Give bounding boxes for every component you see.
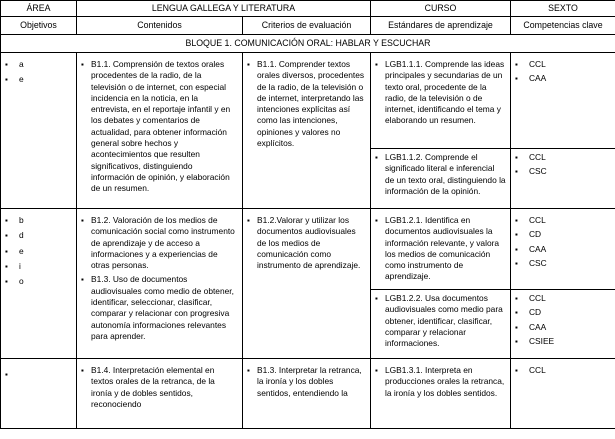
competencias-cell bbox=[511, 149, 615, 209]
objetivo-item: ▪ o bbox=[5, 276, 72, 287]
contenidos-cell bbox=[77, 359, 243, 429]
objetivos-cell bbox=[1, 359, 77, 429]
criterio-item: ▪ B1.1. Comprender textos orales diversos, procedentes de la radio, de la televisión o de internet, interpretando las intenciones explícitas así como las intenciones, opiniones y valores no explícitos. bbox=[247, 59, 366, 149]
competencias-cell bbox=[511, 53, 615, 149]
competencia-item: ▪ CAA bbox=[515, 244, 611, 255]
criterios-cell bbox=[243, 209, 371, 359]
criterios-cell bbox=[243, 359, 371, 429]
bloque-row bbox=[1, 35, 615, 53]
estandar-item: ▪ LGB1.1.1. Comprende las ideas principales y secundarias de un texto oral, procedente de la radio, de la televisión o de internet, identificando el tema y elaborando un resumen. bbox=[375, 59, 506, 127]
curso-label: CURSO bbox=[371, 1, 511, 17]
bloque-title: BLOQUE 1. COMUNICACIÓN ORAL: HABLAR Y ESCUCHAR bbox=[1, 35, 615, 53]
area-name: LENGUA GALLEGA Y LITERATURA bbox=[77, 1, 371, 17]
competencia-item: ▪ CD bbox=[515, 229, 611, 240]
contenido-item: ▪ B1.4. Interpretación elemental en textos orales de la retranca, de la ironía y de dobles sentidos, reconociendo bbox=[81, 365, 238, 410]
competencia-item: ▪ CAA bbox=[515, 73, 611, 84]
competencia-item: ▪ CCL bbox=[515, 365, 611, 376]
table-row bbox=[1, 53, 615, 149]
objetivo-item: ▪ e bbox=[5, 246, 72, 257]
competencia-item: ▪ CCL bbox=[515, 293, 611, 304]
estandar-cell bbox=[371, 359, 511, 429]
estandar-item: ▪ LGB1.2.2. Usa documentos audiovisuales como medio para obtener, identificar, clasificar, comparar y relacionar informaciones. bbox=[375, 293, 506, 349]
competencias-cell bbox=[511, 359, 615, 429]
objetivos-cell bbox=[1, 209, 77, 359]
competencias-cell bbox=[511, 290, 615, 359]
objetivo-item: ▪ i bbox=[5, 261, 72, 272]
area-label: ÁREA bbox=[1, 1, 77, 17]
competencias-cell bbox=[511, 209, 615, 290]
criterios-cell bbox=[243, 53, 371, 209]
col-objetivos: Objetivos bbox=[1, 17, 77, 35]
contenido-item: ▪ B1.1. Comprensión de textos orales procedentes de la radio, de la televisión o de internet, con especial incidencia en la noticia, en la entrevista, en el reportaje infantil y en los debates y comentarios de actualidad, para obtener información general sobre hechos y acontecimientos que resulten significativos, distinguiendo información de opinión, y elaboración de un resumen. bbox=[81, 59, 238, 195]
table-row bbox=[1, 209, 615, 290]
column-header-row bbox=[1, 17, 615, 35]
objetivo-item: ▪ d bbox=[5, 230, 72, 241]
competencia-item: ▪ CCL bbox=[515, 59, 611, 70]
objetivos-cell bbox=[1, 53, 77, 209]
contenidos-cell bbox=[77, 53, 243, 209]
criterio-item: ▪ B1.2.Valorar y utilizar los documentos audiovisuales de los medios de comunicación como instrumento de aprendizaje. bbox=[247, 215, 366, 271]
competencia-item: ▪ CSIEE bbox=[515, 336, 611, 347]
contenido-item: ▪ B1.2. Valoración de los medios de comunicación social como instrumento de aprendizaje y de acceso a informaciones y a experiencias de otras personas. bbox=[81, 215, 238, 271]
table-row bbox=[1, 359, 615, 429]
estandar-cell bbox=[371, 290, 511, 359]
competencia-item: ▪ CAA bbox=[515, 322, 611, 333]
competencia-item: ▪ CD bbox=[515, 307, 611, 318]
objetivo-item: ▪ a bbox=[5, 59, 72, 70]
col-competencias: Competencias clave bbox=[511, 17, 615, 35]
objetivo-item: ▪ b bbox=[5, 215, 72, 226]
header-row bbox=[1, 1, 615, 17]
estandar-item: ▪ LGB1.3.1. Interpreta en producciones orales la retranca, la ironía y los dobles sentidos. bbox=[375, 365, 506, 399]
contenido-item: ▪ B1.3. Uso de documentos audiovisuales como medio de obtener, identificar, seleccionar, clasificar, comparar y relacionar con progresiva autonomía informaciones relevantes para aprender. bbox=[81, 274, 238, 342]
curso-value: SEXTO bbox=[511, 1, 615, 17]
col-contenidos: Contenidos bbox=[77, 17, 243, 35]
criterio-item: ▪ B1.3. Interpretar la retranca, la ironía y los dobles sentidos, entendiendo la bbox=[247, 365, 366, 399]
competencia-item: ▪ CSC bbox=[515, 258, 611, 269]
competencia-item: ▪ CCL bbox=[515, 152, 611, 163]
col-estandares: Estándares de aprendizaje bbox=[371, 17, 511, 35]
col-criterios: Criterios de evaluación bbox=[243, 17, 371, 35]
competencia-item: ▪ CCL bbox=[515, 215, 611, 226]
estandar-cell bbox=[371, 149, 511, 209]
estandar-cell bbox=[371, 53, 511, 149]
contenidos-cell bbox=[77, 209, 243, 359]
estandar-item: ▪ LGB1.2.1. Identifica en documentos audiovisuales la información relevante, y valora los medios de comunicación como instrumento de aprendizaje. bbox=[375, 215, 506, 283]
objetivo-item: ▪ e bbox=[5, 74, 72, 85]
estandar-item: ▪ LGB1.1.2. Comprende el significado literal e inferencial de un texto oral, distinguiendo la información de la opinión. bbox=[375, 152, 506, 197]
competencia-item: ▪ CSC bbox=[515, 166, 611, 177]
estandar-cell bbox=[371, 209, 511, 290]
